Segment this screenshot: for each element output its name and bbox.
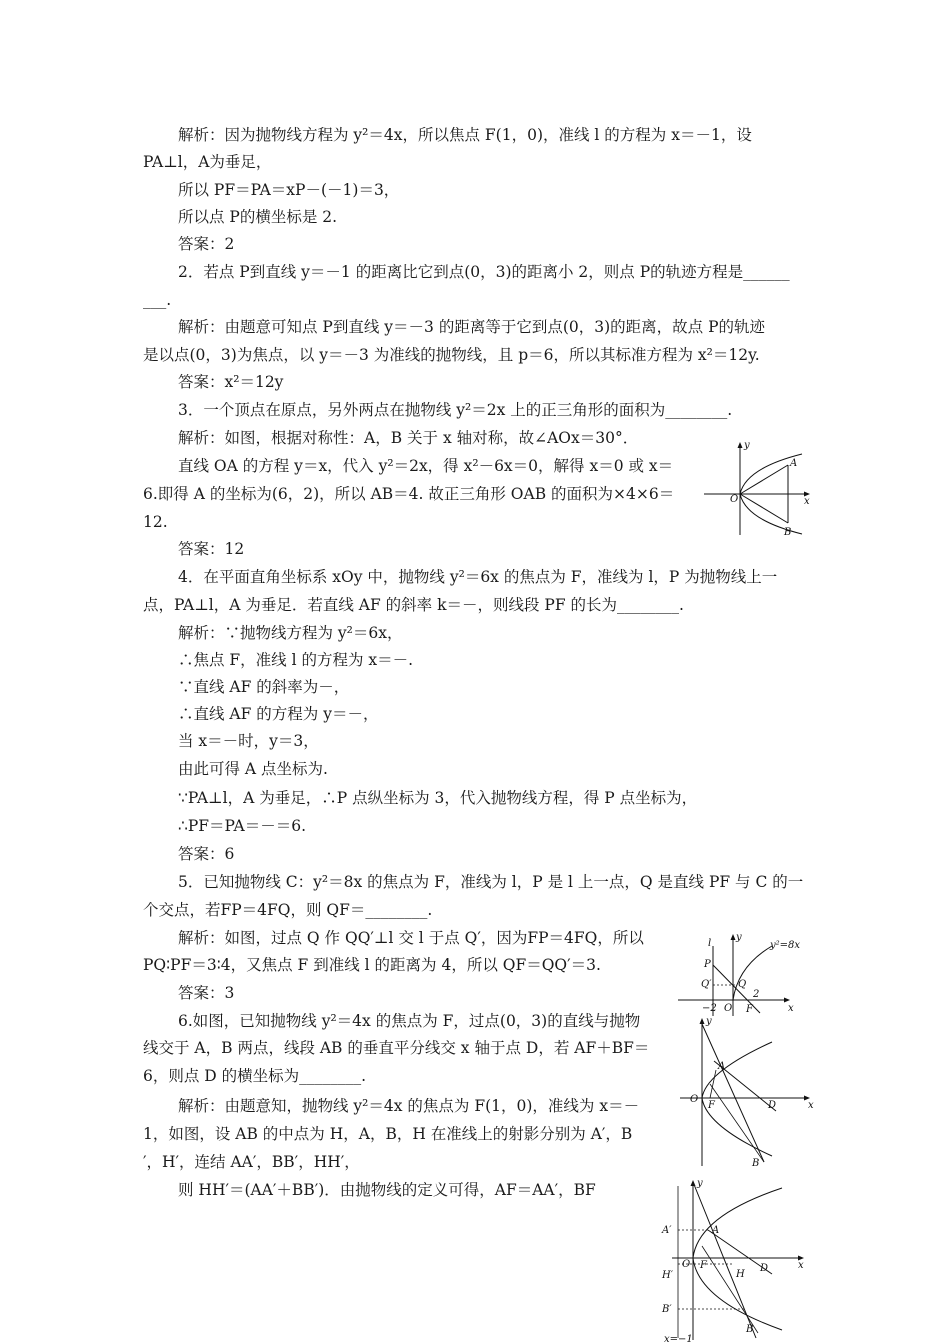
text-line: ∵PA⊥l，A 为垂足，∴P 点纵坐标为 3，代入抛物线方程，得 P 点坐标为， bbox=[178, 789, 698, 807]
fig6a-label: O bbox=[690, 1094, 699, 1105]
text-line: ∵直线 AF 的斜率为－， bbox=[178, 678, 350, 696]
figure-problem-6a bbox=[676, 1016, 816, 1171]
fig6a-label: D bbox=[768, 1100, 777, 1111]
fig6b-label: x=−1 bbox=[664, 1334, 693, 1344]
text-line: PA⊥l，A为垂足， bbox=[143, 153, 272, 171]
fig5-label: P bbox=[704, 959, 711, 970]
text-line: 解析：因为抛物线方程为 y²＝4x，所以焦点 F(1，0)，准线 l 的方程为 x＝－1，设 bbox=[178, 126, 752, 144]
fig6b-label: F bbox=[700, 1260, 707, 1271]
fig5-label: 2 bbox=[753, 989, 760, 1000]
fig6b-label: y bbox=[697, 1178, 703, 1189]
fig6b-label: B′ bbox=[662, 1304, 672, 1315]
text-line: 当 x＝－时，y＝3， bbox=[178, 732, 319, 750]
answer-line: 答案：x²＝12y bbox=[178, 373, 284, 391]
fig5-label: y bbox=[736, 932, 742, 943]
fig5-label: F bbox=[746, 1004, 753, 1015]
fig6b-label: x bbox=[798, 1260, 804, 1271]
fig6b-label: A′ bbox=[662, 1225, 672, 1236]
figure-problem-5 bbox=[676, 930, 801, 1020]
fig3-label: B bbox=[784, 527, 792, 538]
text-line: 由此可得 A 点坐标为. bbox=[178, 760, 328, 778]
text-line: 1，如图，设 AB 的中点为 H，A，B，H 在准线上的射影分别为 A′，B bbox=[143, 1125, 633, 1143]
text-line: 线交于 A，B 两点，线段 AB 的垂直平分线交 x 轴于点 D，若 AF＋BF＝ bbox=[143, 1039, 650, 1057]
text-line: 12. bbox=[143, 513, 168, 531]
fig5-label: Q bbox=[738, 979, 747, 990]
question-line: 3．一个顶点在原点，另外两点在抛物线 y²＝2x 上的正三角形的面积为________. bbox=[178, 401, 733, 419]
question-line: 6.如图，已知抛物线 y²＝4x 的焦点为 F，过点(0，3)的直线与抛物 bbox=[178, 1012, 641, 1030]
question-line: 4．在平面直角坐标系 xOy 中，抛物线 y²＝6x 的焦点为 F，准线为 l，P 为抛物线上一 bbox=[178, 568, 778, 586]
answer-line: 答案：2 bbox=[178, 235, 235, 253]
text-line: 解析：如图，根据对称性：A，B 关于 x 轴对称，故∠AOx＝30°． bbox=[178, 429, 639, 447]
fig6b-label: O bbox=[682, 1259, 691, 1270]
fig5-label: x bbox=[788, 1003, 794, 1014]
question-line: 5．已知抛物线 C：y²＝8x 的焦点为 F，准线为 l，P 是 l 上一点，Q 是直线 PF 与 C 的一 bbox=[178, 873, 804, 891]
text-line: 则 HH′＝(AA′＋BB′)．由抛物线的定义可得，AF＝AA′，BF bbox=[178, 1181, 596, 1199]
text-line: PQ∶PF＝3∶4，又焦点 F 到准线 l 的距离为 4，所以 QF＝QQ′＝3. bbox=[143, 956, 601, 974]
fig5-label: −2 bbox=[702, 1003, 717, 1014]
text-line: 6.即得 A 的坐标为(6，2)，所以 AB＝4. 故正三角形 OAB 的面积为×4×6＝ bbox=[143, 485, 675, 503]
text-line: 解析：∵抛物线方程为 y²＝6x， bbox=[178, 624, 403, 642]
text-line: 6，则点 D 的横坐标为________. bbox=[143, 1067, 367, 1085]
fig5-label: l bbox=[708, 938, 712, 949]
fig6a-label: x bbox=[808, 1100, 814, 1111]
fig3-label: x bbox=[804, 496, 810, 507]
fig6a-label: A bbox=[718, 1061, 726, 1072]
text-line: 所以点 P的横坐标是 2. bbox=[178, 208, 338, 226]
figure-problem-3 bbox=[700, 440, 815, 540]
fig6a-label: B bbox=[752, 1158, 760, 1169]
figure-problem-6b bbox=[660, 1178, 810, 1344]
text-line: ∴焦点 F，准线 l 的方程为 x＝－. bbox=[178, 651, 414, 669]
fig3-label: A bbox=[790, 458, 798, 469]
text-line: 直线 OA 的方程 y＝x，代入 y²＝2x，得 x²－6x＝0，解得 x＝0 或 x＝ bbox=[178, 457, 674, 475]
text-line: ∴直线 AF 的方程为 y＝－， bbox=[178, 705, 379, 723]
text-line: ∴PF＝PA＝－＝6. bbox=[178, 817, 307, 835]
question-line: 2．若点 P到直线 y＝－1 的距离比它到点(0，3)的距离小 2，则点 P的轨迹方程是______ bbox=[178, 263, 790, 281]
fig5-label: Q′ bbox=[701, 979, 712, 990]
text-line: 解析：由题意可知点 P到直线 y＝－3 的距离等于它到点(0，3)的距离，故点 P的轨迹 bbox=[178, 318, 766, 336]
text-line: 点，PA⊥l，A 为垂足．若直线 AF 的斜率 k＝－，则线段 PF 的长为________. bbox=[143, 596, 684, 614]
answer-line: 答案：6 bbox=[178, 845, 235, 863]
fig3-label: y bbox=[744, 440, 750, 451]
fig3-label: O bbox=[730, 494, 739, 505]
text-line: 个交点，若FP＝4FQ，则 QF＝________. bbox=[143, 901, 433, 919]
fig6a-label: F bbox=[708, 1100, 715, 1111]
fig6a-label: y bbox=[706, 1016, 712, 1027]
fig5-label: O bbox=[724, 1003, 733, 1014]
answer-line: 答案：3 bbox=[178, 984, 235, 1002]
text-line: 所以 PF＝PA＝xP－(－1)＝3， bbox=[178, 181, 400, 199]
fig5-label: y²=8x bbox=[770, 940, 801, 951]
text-line: 是以点(0，3)为焦点，以 y＝－3 为准线的抛物线，且 p＝6，所以其标准方程为 x²＝12y. bbox=[143, 346, 760, 364]
answer-line: 答案：12 bbox=[178, 540, 245, 558]
fig6b-label: H′ bbox=[662, 1270, 673, 1281]
fig6b-label: H bbox=[736, 1269, 745, 1280]
text-line: 解析：如图，过点 Q 作 QQ′⊥l 交 l 于点 Q′，因为FP＝4FQ，所以 bbox=[178, 929, 644, 947]
fig6b-label: D bbox=[760, 1263, 769, 1274]
fig6b-label: B bbox=[746, 1324, 754, 1335]
text-line: 解析：由题意知，抛物线 y²＝4x 的焦点为 F(1，0)，准线为 x＝－ bbox=[178, 1097, 640, 1115]
text-line: ___. bbox=[143, 291, 172, 309]
text-line: ′，H′，连结 AA′，BB′，HH′， bbox=[143, 1153, 360, 1171]
fig6b-label: A bbox=[712, 1225, 720, 1236]
